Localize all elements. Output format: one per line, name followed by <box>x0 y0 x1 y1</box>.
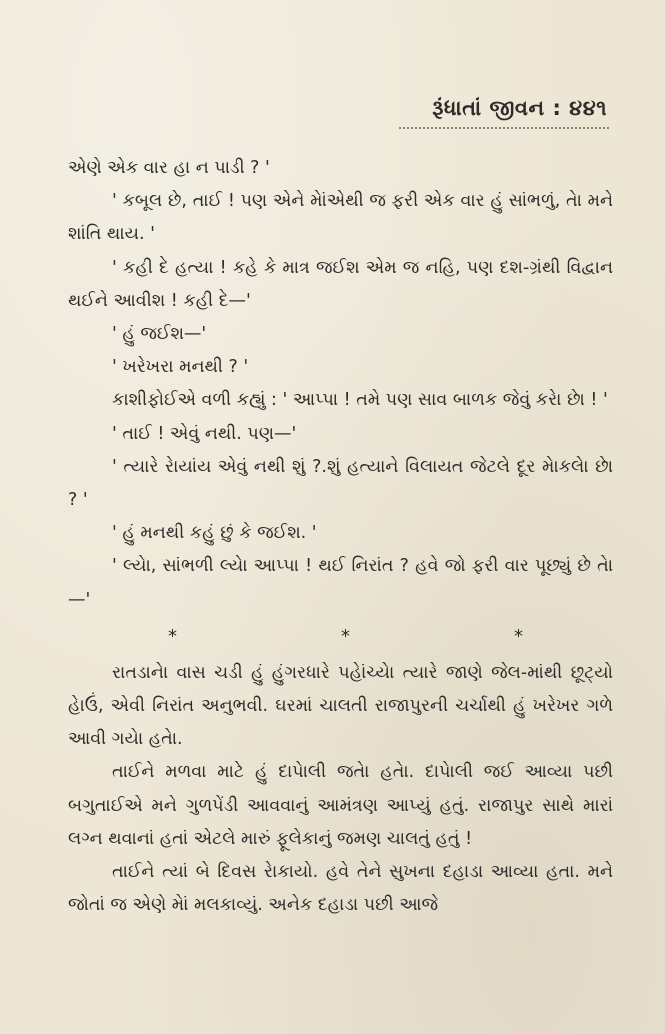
paragraph-1: એણે એક વાર હા ન પાડી ? ' <box>68 158 270 178</box>
paragraph-6: કાશીફોઈએ વળી કહ્યું : ' આપ્પા ! તમે પણ સાવ બાળક જેવું કરેા છેા ! ' <box>112 390 608 411</box>
paragraph-11: રાતડાનેા વાસ ચડી હું હુંગરધારે પહેાંચ્યેા ત્યારે જાણે જેલ-માંથી છૂટ્યો હેાઉં, એવી નિરાંત અનુભવી. ઘરમાં ચાલતી રાજાપુરની ચર્ચાથી હું ખરેખર ગળે આવી ગયેા હતેા. <box>68 662 613 750</box>
paragraph-12: તાઈને મળવા માટે હું દાપેાલી જતેા હતેા. દાપેાલી જઈ આવ્યા પછી બગુતાઈએ મને ગુળપેંડી આવવાનું આમંત્રણ આપ્યું હતું. રાજાપુર સાથે મારાં લગ્ન થવાનાં હતાં એટલે મારું ફૂલેકાનું જમણ ચાલતું હતું ! <box>68 762 613 849</box>
paragraph-13: તાઈને ત્યાં બે દિવસ રેાકાયો. હવે તેને સુખના દહાડા આવ્યા હતા. મને જોતાં જ એણે મેાં મલકાવ્યું. અનેક દહાડા પછી આજે <box>68 862 613 916</box>
paragraph-8: ' ત્યારે રેાયાંય એવું નથી શું ?.શું હત્યાને વિલાયત જેટલે દૂર મેાકલેા છેા ? ' <box>68 456 613 511</box>
paragraph-2: ' કબૂલ છે, તાઈ ! પણ એને મેાંએથી જ ફરી એક વાર હું સાંભળું, તેા મને શાંતિ થાય. ' <box>68 191 613 245</box>
paragraph-10: ' લ્યેા, સાંભળી લ્યેા આપ્પા ! થઈ નિરાંત ? હવે જો ફરી વાર પૂછ્યું છે તેા—' <box>68 556 613 610</box>
separator-star: * <box>514 625 523 647</box>
header-rule <box>399 127 609 129</box>
separator-star: * <box>168 625 177 647</box>
body-text <box>68 152 613 922</box>
section-separator <box>68 617 613 657</box>
separator-star: * <box>341 625 350 647</box>
paragraph-3: ' કહી દે હત્યા ! કહે કે માત્ર જઈશ એમ જ નહિ, પણ દશ-ગ્રંથી વિદ્વાન થઈને આવીશ ! કહી દે—' <box>68 257 613 311</box>
running-header: રૂંધાતાં જીવન : ૪૪૧ <box>432 96 607 120</box>
paragraph-5: ' ખરેખરા મનથી ? ' <box>112 357 249 378</box>
paragraph-4: ' હું જઈશ—' <box>112 324 207 345</box>
paragraph-7: ' તાઈ ! એવું નથી. પણ—' <box>112 423 297 444</box>
paragraph-9: ' હું મનથી કહું છું કે જઈશ. ' <box>112 523 317 544</box>
